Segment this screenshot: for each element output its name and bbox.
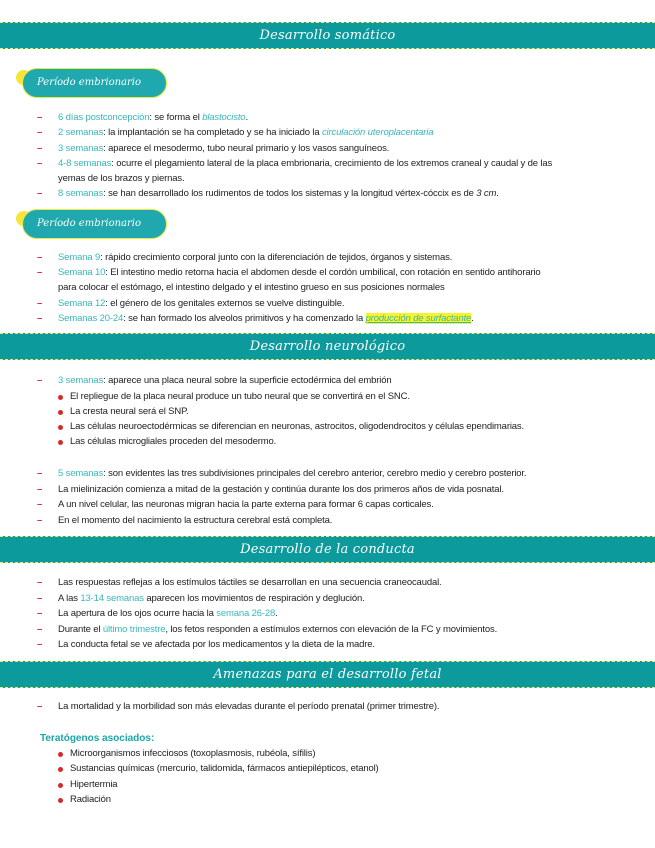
section-banner-somatico: Desarrollo somático — [0, 22, 655, 49]
sub-item: Las células neuroectodérmicas se diferencian en neuronas, astrocitos, oligodendrocitos y células ependimarias. — [58, 420, 637, 434]
list-item: – 5 semanas: son evidentes las tres subdivisiones principales del cerebro anterior, cerebro medio y cerebro posterior. — [37, 468, 527, 479]
sub-item: Hipertermia — [58, 778, 637, 792]
list-item: – 4-8 semanas: ocurre el plegamiento lateral de la placa embrionaria, crecimiento de los extremos craneal y caudal y de las — [37, 158, 553, 169]
list-item: – A las 13-14 semanas aparecen los movimientos de respiración y deglución. — [37, 593, 365, 604]
list-item: – 2 semanas: la implantación se ha completado y se ha iniciado la circulación uteroplacentaria — [37, 127, 434, 138]
sub-item: La cresta neural será el SNP. — [58, 405, 637, 419]
bullet-icon — [58, 752, 63, 757]
bullet-icon — [58, 395, 63, 400]
section-banner-conducta: Desarrollo de la conducta — [0, 536, 655, 563]
list-item: – A un nivel celular, las neuronas migran hacia la parte externa para formar 6 capas corticales. — [37, 499, 434, 510]
surfactant-highlight: producción de surfactante — [365, 313, 472, 324]
list-item: – Semana 10: El intestino medio retorna hacia el abdomen desde el cordón umbilical, con rotación en sentido antihorario — [37, 267, 541, 278]
sub-item: Las células microgliales proceden del mesodermo. — [58, 435, 637, 449]
list-item: – En el momento del nacimiento la estructura cerebral está completa. — [37, 515, 333, 526]
list-item: – Durante el último trimestre, los fetos responden a estímulos externos con elevación de la FC y movimientos. — [37, 624, 498, 635]
sub-item: Microorganismos infecciosos (toxoplasmosis, rubéola, sífilis) — [58, 747, 637, 761]
list-item: – Semana 9: rápido crecimiento corporal junto con la diferenciación de tejidos, órganos y sistemas. — [37, 252, 453, 263]
section-banner-neurologico: Desarrollo neurológico — [0, 333, 655, 360]
bullet-icon — [58, 410, 63, 415]
list-item: – 3 semanas: aparece el mesodermo, tubo neural primario y los vasos sanguíneos. — [37, 143, 390, 154]
list-item: – 3 semanas: aparece una placa neural sobre la superficie ectodérmica del embrión — [37, 375, 392, 386]
sub-item: Radiación — [58, 793, 637, 807]
list-item: – La apertura de los ojos ocurre hacia la semana 26-28. — [37, 608, 278, 619]
list-item: – Semanas 20-24: se han formado los alveolos primitivos y ha comenzado la producción de surfactante. — [37, 313, 474, 324]
sub-item: El repliegue de la placa neural produce un tubo neural que se convertirá en el SNC. — [58, 390, 637, 404]
list-item: – Semana 12: el género de los genitales externos se vuelve distinguible. — [37, 298, 345, 309]
list-item: – La conducta fetal se ve afectada por los medicamentos y la dieta de la madre. — [37, 639, 375, 650]
bullet-icon — [58, 783, 63, 788]
bullet-icon — [58, 798, 63, 803]
list-item: – Las respuestas reflejas a los estímulos táctiles se desarrollan en una secuencia craneocaudal. — [37, 577, 442, 588]
list-item: – La mielinización comienza a mitad de la gestación y continúa durante los dos primeros años de vida posnatal. — [37, 484, 504, 495]
pill-label: Período embrionario — [22, 68, 167, 98]
sub-item: Sustancias químicas (mercurio, talidomida, fármacos antiepilépticos, etanol) — [58, 762, 637, 776]
list-item-continuation: para colocar el estómago, el intestino delgado y el intestino grueso en sus posiciones normales — [58, 282, 445, 293]
list-item: – 8 semanas: se han desarrollado los rudimentos de todos los sistemas y la longitud vértex-cóccix es de 3 cm. — [37, 188, 499, 199]
list-item: – 6 días postconcepción: se forma el blastocisto. — [37, 112, 248, 123]
list-item-continuation: yemas de los brazos y piernas. — [58, 173, 185, 184]
teratogens-title: Teratógenos asociados: — [40, 733, 155, 744]
bullet-icon — [58, 440, 63, 445]
list-item: – La mortalidad y la morbilidad son más elevadas durante el período prenatal (primer trimestre). — [37, 701, 440, 712]
pill-label: Período embrionario — [22, 209, 167, 239]
section-banner-amenazas: Amenazas para el desarrollo fetal — [0, 661, 655, 688]
bullet-icon — [58, 425, 63, 430]
bullet-icon — [58, 767, 63, 772]
